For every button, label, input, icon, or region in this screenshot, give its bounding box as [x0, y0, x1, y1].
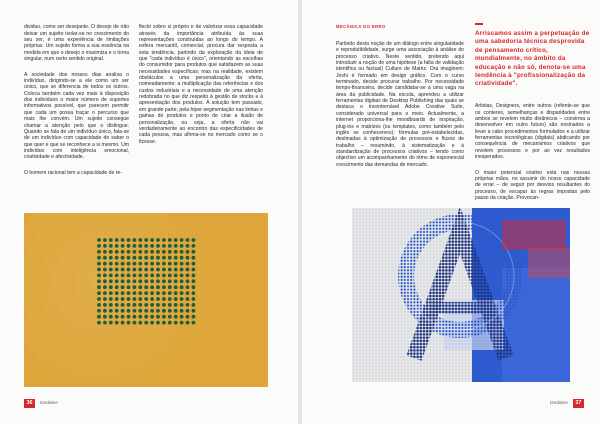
- grid-dot: [138, 321, 142, 325]
- grid-dot: [97, 309, 101, 313]
- grid-dot: [138, 315, 142, 319]
- right-column-2: [475, 97, 590, 211]
- grid-dot: [162, 268, 166, 272]
- grid-dot: [156, 238, 160, 242]
- grid-dot: [109, 315, 113, 319]
- grid-dot: [138, 244, 142, 248]
- grid-dot: [156, 309, 160, 313]
- grid-dot: [180, 297, 184, 301]
- grid-dot: [115, 297, 119, 301]
- grid-dot: [138, 268, 142, 272]
- grid-dot: [156, 256, 160, 260]
- grid-dot: [121, 244, 125, 248]
- grid-dot: [103, 309, 107, 313]
- pull-quote: Arriscamos assim a perpetuação de uma sabedoria técnica desprovida de pensamento crítico, mundialmente, no âmbito da educação e não só, denota-se uma tendência à "profissionalização da criatividade".: [475, 30, 590, 88]
- grid-dot: [103, 315, 107, 319]
- paragraph: dividuo, como ser desejante. O desejo de não deixar um sujeito isolar-se no crescimento do seu ser, é uma experiência de limitações próprias. Um sujeito forma a sua essência na medida em que o desejo o maximiza e o torna singular, num certo sentido original.: [24, 24, 129, 63]
- grid-dot: [103, 297, 107, 301]
- grid-dot: [138, 250, 142, 254]
- grid-dot: [162, 285, 166, 289]
- grid-dot: [150, 279, 154, 283]
- grid-dot: [180, 256, 184, 260]
- grid-dot: [186, 291, 190, 295]
- grid-dot: [121, 315, 125, 319]
- grid-dot: [150, 250, 154, 254]
- grid-dot: [109, 274, 113, 278]
- grid-dot: [186, 238, 190, 242]
- grid-dot: [168, 297, 172, 301]
- grid-dot: [138, 262, 142, 266]
- grid-dot: [174, 285, 178, 289]
- grid-dot: [156, 279, 160, 283]
- grid-dot: [174, 309, 178, 313]
- grid-dot: [127, 285, 131, 289]
- grid-dot: [97, 315, 101, 319]
- grid-dot: [133, 303, 137, 307]
- grid-dot: [138, 279, 142, 283]
- grid-dot: [138, 274, 142, 278]
- paragraph: O homem racional tem a capacidade de re-: [24, 169, 122, 176]
- grid-dot: [174, 303, 178, 307]
- grid-dot: [121, 285, 125, 289]
- grid-dot: [115, 244, 119, 248]
- grid-dot: [156, 291, 160, 295]
- grid-dot: [144, 291, 148, 295]
- grid-dot: [115, 309, 119, 313]
- grid-dot: [156, 244, 160, 248]
- left-column-2: [139, 18, 263, 154]
- grid-dot: [133, 238, 137, 242]
- grid-dot: [186, 279, 190, 283]
- grid-dot: [97, 238, 101, 242]
- grid-dot: [162, 274, 166, 278]
- grid-dot: [186, 268, 190, 272]
- grid-dot: [150, 274, 154, 278]
- grid-dot: [150, 262, 154, 266]
- page-number: 37: [573, 399, 584, 408]
- grid-dot: [168, 315, 172, 319]
- print-artwork: [352, 208, 570, 382]
- grid-dot: [115, 315, 119, 319]
- grid-dot: [121, 262, 125, 266]
- grid-dot: [127, 309, 131, 313]
- grid-dot: [174, 297, 178, 301]
- page-folio-right: [545, 398, 584, 408]
- grid-dot: [97, 297, 101, 301]
- grid-dot: [127, 274, 131, 278]
- grid-dot: [192, 291, 196, 295]
- grid-dot: [103, 262, 107, 266]
- grid-dot: [121, 274, 125, 278]
- grid-dot: [156, 297, 160, 301]
- grid-dot: [121, 297, 125, 301]
- grid-dot: [144, 250, 148, 254]
- grid-dot: [162, 309, 166, 313]
- grid-dot: [133, 285, 137, 289]
- grid-dot: [186, 303, 190, 307]
- grid-dot: [180, 321, 184, 325]
- grid-dot: [127, 303, 131, 307]
- grid-dot: [174, 238, 178, 242]
- right-column-1: [336, 18, 464, 177]
- grid-dot: [174, 256, 178, 260]
- grid-dot: [115, 268, 119, 272]
- grid-dot: [121, 321, 125, 325]
- grid-dot: [192, 250, 196, 254]
- grid-dot: [115, 321, 119, 325]
- grid-dot: [162, 238, 166, 242]
- grid-dot: [115, 238, 119, 242]
- grid-dot: [156, 262, 160, 266]
- grid-dot: [133, 291, 137, 295]
- grid-dot: [97, 256, 101, 260]
- grid-dot: [192, 262, 196, 266]
- grid-dot: [156, 321, 160, 325]
- grid-dot: [162, 315, 166, 319]
- grid-dot: [133, 244, 137, 248]
- grid-dot: [156, 250, 160, 254]
- grid-dot: [150, 321, 154, 325]
- grid-dot: [109, 250, 113, 254]
- grid-dot: [115, 285, 119, 289]
- grid-dot: [162, 279, 166, 283]
- grid-dot: [168, 309, 172, 313]
- grid-dot: [150, 291, 154, 295]
- grid-dot: [168, 244, 172, 248]
- page-number: 36: [24, 399, 35, 408]
- grid-dot: [168, 238, 172, 242]
- grid-dot: [180, 315, 184, 319]
- grid-dot: [192, 244, 196, 248]
- grid-dot: [144, 309, 148, 313]
- grid-dot: [97, 262, 101, 266]
- grid-dot: [121, 303, 125, 307]
- grid-dot: [109, 256, 113, 260]
- grid-dot: [150, 256, 154, 260]
- grid-dot: [121, 256, 125, 260]
- grid-dot: [144, 297, 148, 301]
- grid-dot: [168, 256, 172, 260]
- grid-dot: [138, 297, 142, 301]
- grid-dot: [103, 291, 107, 295]
- grid-dot: [115, 262, 119, 266]
- grid-dot: [103, 303, 107, 307]
- grid-dot: [168, 291, 172, 295]
- grid-dot: [180, 291, 184, 295]
- grid-dot: [150, 297, 154, 301]
- grid-dot: [180, 303, 184, 307]
- grid-dot: [121, 268, 125, 272]
- grid-dot: [174, 250, 178, 254]
- grid-dot: [180, 250, 184, 254]
- grid-dot: [168, 279, 172, 283]
- grid-dot: [156, 303, 160, 307]
- grid-dot: [180, 244, 184, 248]
- grid-dot: [127, 297, 131, 301]
- grid-dot: [138, 291, 142, 295]
- grid-dot: [174, 291, 178, 295]
- dot-grid-pattern: [96, 237, 198, 327]
- grid-dot: [174, 274, 178, 278]
- grid-dot: [162, 250, 166, 254]
- grid-dot: [150, 268, 154, 272]
- grid-dot: [109, 297, 113, 301]
- grid-dot: [103, 279, 107, 283]
- grid-dot: [127, 262, 131, 266]
- grid-dot: [168, 274, 172, 278]
- grid-dot: [180, 285, 184, 289]
- grid-dot: [174, 321, 178, 325]
- grid-dot: [115, 291, 119, 295]
- grid-dot: [168, 268, 172, 272]
- publication-name: Dedalee: [40, 400, 58, 406]
- grid-dot: [109, 238, 113, 242]
- grid-dot: [192, 297, 196, 301]
- grid-dot: [133, 279, 137, 283]
- grid-dot: [186, 250, 190, 254]
- grid-dot: [150, 309, 154, 313]
- grid-dot: [180, 268, 184, 272]
- grid-dot: [97, 250, 101, 254]
- grid-dot: [162, 303, 166, 307]
- grid-dot: [115, 303, 119, 307]
- grid-dot: [186, 244, 190, 248]
- grid-dot: [138, 309, 142, 313]
- grid-dot: [121, 279, 125, 283]
- grid-dot: [109, 279, 113, 283]
- grid-dot: [180, 262, 184, 266]
- grid-dot: [138, 238, 142, 242]
- grid-dot: [174, 315, 178, 319]
- grid-dot: [127, 244, 131, 248]
- grid-dot: [174, 268, 178, 272]
- grid-dot: [168, 250, 172, 254]
- left-column-1: [24, 18, 129, 186]
- grid-dot: [127, 291, 131, 295]
- grid-dot: [192, 303, 196, 307]
- grid-dot: [168, 285, 172, 289]
- grid-dot: [103, 274, 107, 278]
- grid-dot: [103, 268, 107, 272]
- grid-dot: [192, 309, 196, 313]
- grid-dot: [144, 279, 148, 283]
- grid-dot: [103, 321, 107, 325]
- grid-dot: [192, 279, 196, 283]
- grid-dot: [168, 303, 172, 307]
- grid-dot: [97, 303, 101, 307]
- grid-dot: [192, 321, 196, 325]
- grid-dot: [156, 315, 160, 319]
- grid-dot: [162, 297, 166, 301]
- grid-dot: [186, 285, 190, 289]
- grid-dot: [162, 321, 166, 325]
- grid-dot: [138, 256, 142, 260]
- grid-dot: [121, 309, 125, 313]
- grid-dot: [180, 309, 184, 313]
- grid-dot: [127, 268, 131, 272]
- grid-dot: [192, 285, 196, 289]
- grid-dot: [133, 262, 137, 266]
- grid-dot: [144, 321, 148, 325]
- grid-dot: [186, 274, 190, 278]
- grid-dot: [97, 244, 101, 248]
- grid-dot: [144, 315, 148, 319]
- grid-dot: [144, 285, 148, 289]
- grid-dot: [103, 238, 107, 242]
- paragraph: O maior potencial criativo está nas nossas próprias mãos, no assumir do nosso capacidade de errar – de seguir por desvios resultantes do processo, de escapar às regras impostas pelo passo da criação. Provocan-: [475, 169, 590, 202]
- grid-dot: [109, 321, 113, 325]
- grid-dot: [156, 268, 160, 272]
- grid-dot: [156, 274, 160, 278]
- anarchy-print-photo: [352, 208, 570, 382]
- grid-dot: [109, 309, 113, 313]
- grid-dot: [192, 274, 196, 278]
- grid-dot: [150, 303, 154, 307]
- grid-dot: [115, 274, 119, 278]
- grid-dot: [168, 321, 172, 325]
- grid-dot: [180, 274, 184, 278]
- grid-dot: [103, 285, 107, 289]
- grid-dot: [103, 256, 107, 260]
- dot-grid-photo: [24, 213, 268, 387]
- grid-dot: [103, 244, 107, 248]
- grid-dot: [109, 268, 113, 272]
- grid-dot: [97, 285, 101, 289]
- grid-dot: [186, 297, 190, 301]
- grid-dot: [133, 309, 137, 313]
- grid-dot: [144, 274, 148, 278]
- page-folio-left: [24, 398, 63, 408]
- grid-dot: [156, 285, 160, 289]
- grid-dot: [180, 238, 184, 242]
- grid-dot: [133, 250, 137, 254]
- grid-dot: [127, 321, 131, 325]
- grid-dot: [109, 244, 113, 248]
- grid-dot: [162, 291, 166, 295]
- grid-dot: [144, 256, 148, 260]
- grid-dot: [97, 274, 101, 278]
- grid-dot: [97, 291, 101, 295]
- grid-dot: [162, 262, 166, 266]
- grid-dot: [150, 315, 154, 319]
- grid-dot: [133, 321, 137, 325]
- pull-quote-rule: [475, 23, 483, 25]
- grid-dot: [121, 291, 125, 295]
- grid-dot: [192, 268, 196, 272]
- paragraph: flectir sobre si próprio e de valorizar essa capacidade através da importância atribuída às suas representações construídas ao longo do tempo. A esfera mercantil, comercial, procura dar resposta a esta tendência, partindo da exploração da ideia de que "cada indivíduo é único", orientando as escolhas do consumidor para produtos que satisfazem as suas necessidades específicas; mas na realidade, existem obstáculos a uma personalização da oferta, nomeadamente: a multiplicação das referências e dos custos industriais e a necessidade de uma atenção redobrada no que diz respeito à gestão de stocks e à apresentação dos produtos. A solução tem passado, em grande parte, pela hiper-segmentação nas linhas e gamas de produtos e ponto de criar a ilusão de personalização, ou seja, a oferta não vai verdadeiramente ao encontro das especificidades de cada pessoa, mas afirma-se no mercado como se o fizesse.: [139, 24, 263, 145]
- grid-dot: [186, 256, 190, 260]
- publication-name: Dedalee: [550, 400, 568, 406]
- grid-dot: [186, 309, 190, 313]
- grid-dot: [127, 279, 131, 283]
- grid-dot: [144, 303, 148, 307]
- grid-dot: [192, 315, 196, 319]
- section-heading: MECÂNICA DO ERRO: [336, 24, 386, 30]
- grid-dot: [115, 279, 119, 283]
- grid-dot: [115, 256, 119, 260]
- grid-dot: [186, 321, 190, 325]
- grid-dot: [133, 315, 137, 319]
- grid-dot: [180, 279, 184, 283]
- grid-dot: [109, 303, 113, 307]
- grid-dot: [103, 250, 107, 254]
- grid-dot: [97, 279, 101, 283]
- grid-dot: [150, 285, 154, 289]
- grid-dot: [144, 244, 148, 248]
- grid-dot: [150, 238, 154, 242]
- grid-dot: [127, 315, 131, 319]
- paragraph: Partindo desta noção de um diálogo entre singularidade e reprodutibilidade, surge uma associação à análise do processo criativo. Neste sentido, pretendo aqui introduzir a noção de uma hipótese (a falta de validação identifica ou factual) Culture de Matriz. Ora imaginem: Joshi é formado em design gráfico. Com o curso terminado, decide procurar trabalho. Por necessidade tempo-financeira, decide candidatar-se a uma vaga na área da publicidade. Na escola, aprendeu a utilizar ferramentas digitais de Desktop Publishing das quais se destaca o incontornável Adobe Creative Suite, considerado universal para o meio. Actualmente, a internet proporciona-lhe moodboards de inspiração, plug-ins e matrizes (ou templates, como também pelo inglês se conhecemos): fórmulas pré-estabelecidas, destinadas à optimização de processos e fluxos de trabalho – resumindo, à sistematização e à standardização de processos criativos – tendo como objectivo um acompanhamento do ritmo de exponencial crescimento das demandas de mercado.: [336, 41, 464, 168]
- grid-dot: [109, 291, 113, 295]
- grid-dot: [174, 262, 178, 266]
- grid-dot: [144, 238, 148, 242]
- grid-dot: [162, 244, 166, 248]
- grid-dot: [174, 244, 178, 248]
- grid-dot: [186, 315, 190, 319]
- grid-dot: [121, 238, 125, 242]
- grid-dot: [192, 256, 196, 260]
- grid-dot: [162, 256, 166, 260]
- grid-dot: [133, 268, 137, 272]
- grid-dot: [115, 250, 119, 254]
- grid-dot: [109, 262, 113, 266]
- grid-dot: [97, 268, 101, 272]
- grid-dot: [144, 262, 148, 266]
- grid-dot: [127, 256, 131, 260]
- grid-dot: [127, 250, 131, 254]
- grid-dot: [192, 238, 196, 242]
- grid-dot: [186, 262, 190, 266]
- grid-dot: [138, 285, 142, 289]
- grid-dot: [168, 262, 172, 266]
- paragraph: A sociedade dos nossos dias analisa o indivíduo, dirigindo-se a ele como um ser único, que se diferencia de todos os outros. Coloca também cada vez mais à disposição dos indivíduos o maior número de suportes informativos possível, que parecem permitir que cada um possa traçar o percurso que mais lhe convém. Um sujeito consegue chamar a atenção pelo que o distingue. Quando se fala de um indivíduo único, fala-se de um indivíduo com capacidade de saber o que quer e que se reconhece a si mesmo. Um indivíduo com inteligência emocional, criatividade e afectividade.: [24, 71, 129, 161]
- grid-dot: [150, 244, 154, 248]
- grid-dot: [133, 256, 137, 260]
- grid-dot: [174, 279, 178, 283]
- grid-dot: [109, 285, 113, 289]
- grid-dot: [133, 297, 137, 301]
- grid-dot: [138, 303, 142, 307]
- grid-dot: [144, 268, 148, 272]
- grid-dot: [97, 321, 101, 325]
- grid-dot: [121, 250, 125, 254]
- grid-dot: [127, 238, 131, 242]
- grid-dot: [133, 274, 137, 278]
- paragraph: Artistas, Designers, entre outros (refente-se que os conteres, semelhanças e disparidades entre ambos se revelem muito dinâmicos – convirma a desenvolver em outro futuro) são ensinados a lever a cabo procedimentos formulados e a utilizar ferramentas tecnológicas (digitais) abdicando por consequência de mecanismos criativos que revelem processos e por ao vez resultados inesperados.: [475, 103, 590, 161]
